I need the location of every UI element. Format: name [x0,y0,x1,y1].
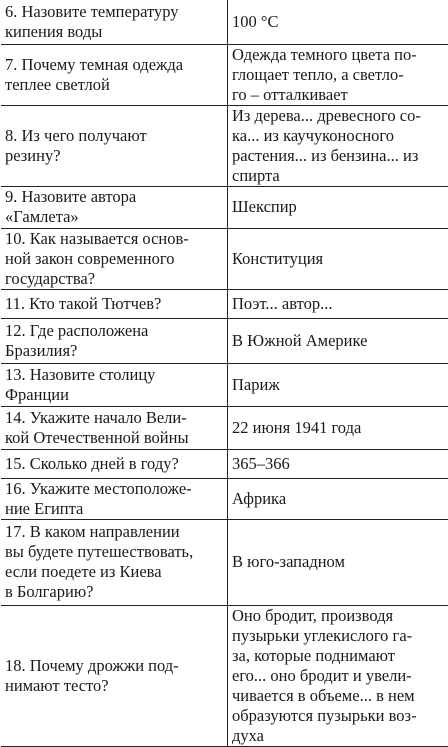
table-row [1,318,448,363]
table-row [1,363,448,406]
answer-cell: Конституция [228,228,448,289]
question-cell: 8. Из чего получают резину? [1,105,228,186]
table-row [1,289,448,318]
answer-cell: В Южной Америке [228,318,448,363]
qa-table-body [1,0,448,746]
answer-cell: Париж [228,363,448,406]
question-cell: 15. Сколько дней в году? [1,449,228,478]
question-cell: 14. Укажите начало Вели- кой Отечественной войны [1,406,228,449]
answer-cell: 22 июня 1941 года [228,406,448,449]
answer-cell: Оно бродит, производя пузырьки углекислого га- за, которые поднимают его... оно бродит и увели- чивается в объеме... в нем образуются пузырьки воз- духа [228,605,448,746]
table-row [1,406,448,449]
answer-cell: Из дерева... древесного со- ка... из каучуконосного растения... из бензина... из спирта [228,105,448,186]
table-row [1,449,448,478]
question-cell: 10. Как называется основ- ной закон современного государства? [1,228,228,289]
table-row [1,186,448,228]
question-cell: 13. Назовите столицу Франции [1,363,228,406]
table-row [1,519,448,605]
question-cell: 17. В каком направлении вы будете путешествовать, если поедете из Киева в Болгарию? [1,519,228,605]
table-row [1,44,448,105]
question-cell: 9. Назовите автора «Гамлета» [1,186,228,228]
table-row [1,478,448,519]
table-row [1,105,448,186]
answer-cell: 365–366 [228,449,448,478]
question-cell: 6. Назовите температуру кипения воды [1,0,228,44]
answer-cell: Поэт... автор... [228,289,448,318]
table-row [1,605,448,746]
table-row [1,0,448,44]
answer-cell: Шекспир [228,186,448,228]
question-cell: 7. Почему темная одежда теплее светлой [1,44,228,105]
question-cell: 11. Кто такой Тютчев? [1,289,228,318]
question-cell: 12. Где расположена Бразилия? [1,318,228,363]
qa-table [1,0,448,747]
answer-cell: Африка [228,478,448,519]
answer-cell: В юго-западном [228,519,448,605]
question-cell: 18. Почему дрожжи под- нимают тесто? [1,605,228,746]
table-row [1,228,448,289]
question-cell: 16. Укажите местоположе- ние Египта [1,478,228,519]
answer-cell: 100 °С [228,0,448,44]
answer-cell: Одежда темного цвета по- глощает тепло, а светло- го – отталкивает [228,44,448,105]
